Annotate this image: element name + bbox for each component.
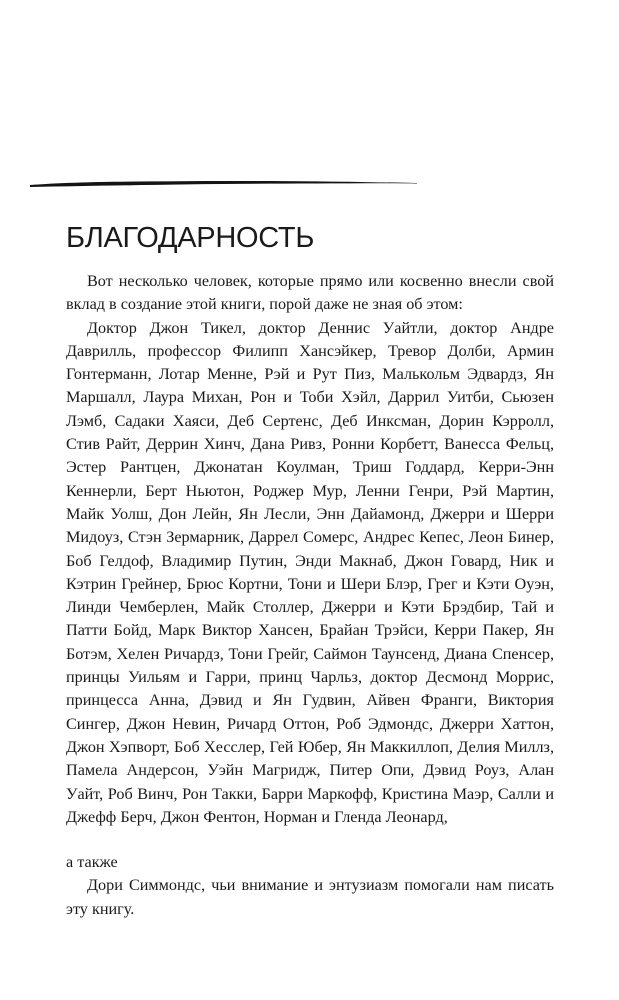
paragraph-spacer [66,829,554,851]
brush-stroke-divider [28,176,418,192]
closing-paragraph: Дори Симмондс, чьи внимание и энтузиазм помогали нам писать эту книгу. [66,876,554,918]
also-line: а также [66,853,118,872]
page-title: БЛАГОДАРНОСТЬ [66,222,315,254]
intro-paragraph: Вот несколько человек, которые прямо или косвенно внесли свой вклад в создание этой книги, порой даже не зная об этом: [66,272,554,314]
acknowledgements-body [66,270,554,921]
names-paragraph: Доктор Джон Тикел, доктор Деннис Уайтли, доктор Андре Даврилль, профессор Филипп Хансэйкер, Тревор Долби, Армин Гонтерманн, Лотар Менне, Рэй и Рут Пиз, Малькольм Эдвардз, Ян Маршалл, Лаура Михан, Рон и Тоби Хэйл, Даррил Уитби, Сьюзен Лэмб, Садаки Хаяси, Деб Сертенс, Деб Инксман, Дорин Кэрролл, Стив Райт, Деррин Хинч, Дана Ривз, Ронни Корбетт, Ванесса Фельц, Эстер Рантцен, Джонатан Коулман, Триш Годдард, Керри-Энн Кеннерли, Берт Ньютон, Роджер Мур, Ленни Генри, Рэй Мартин, Майк Уолш, Дон Лейн, Ян Лесли, Энн Дайамонд, Джерри и Шерри Мидоуз, Стэн Зермарник, Даррел Сомерс, Андрес Кепес, Леон Бинер, Боб Гелдоф, Владимир Путин, Энди Макнаб, Джон Говард, Ник и Кэтрин Грейнер, Брюс Кортни, Тони и Шери Блэр, Грег и Кэти Оуэн, Линди Чемберлен, Майк Столлер, Джерри и Кэти Брэдбир, Тай и Патти Бойд, Марк Виктор Хансен, Брайан Трэйси, Керри Пакер, Ян Ботэм, Хелен Ричардз, Тони Грейг, Саймон Таунсенд, Диана Спенсер, принцы Уильям и Гарри, принц Чарльз, доктор Десмонд Моррис, принцесса Анна, Дэвид и Ян Гудвин, Айвен Франги, Виктория Сингер, Джон Невин, Ричард Оттон, Роб Эдмондс, Джерри Хаттон, Джон Хэпворт, Боб Хесслер, Гей Юбер, Ян Маккиллоп, Делия Миллз, Памела Андерсон, Уэйн Магридж, Питер Опи, Дэвид Роуз, Алан Уайт, Роб Винч, Рон Такки, Барри Маркофф, Кристина Маэр, Салли и Джефф Берч, Джон Фентон, Норман и Гленда Леонард, [66,318,554,826]
